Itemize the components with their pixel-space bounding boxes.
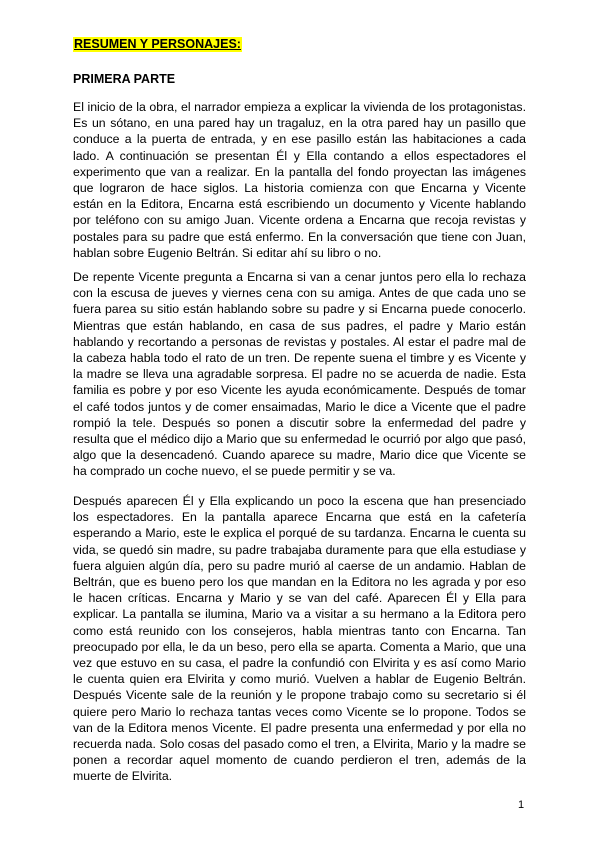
section-heading: PRIMERA PARTE [73,72,176,86]
document-title: RESUMEN Y PERSONAJES: [74,37,241,51]
page-number: 1 [518,799,525,811]
paragraph-1: El inicio de la obra, el narrador empieza a explicar la vivienda de los protagonistas. Es un sótano, en una pared hay un tragaluz, en la otra pared hay un pasillo que conduce a la puerta de entrada, y en ese pasillo están las habitaciones a cada lado. A continuación se presentan Él y Ella contando a ellos espectadores el experimento que van a realizar. En la pantalla del fondo proyectan las imágenes que lograron de hace siglos. La historia comienza con que Encarna y Vicente están en la Editora, Encarna está escribiendo un documento y Vicente hablando por teléfono con su amigo Juan. Vicente ordena a Encarna que recoja revistas y postales para su padre que está enfermo. En la conversación que tiene con Juan, hablan sobre Eugenio Beltrán. Si editar ahí su libro o no. [73,100,526,260]
paragraph-3: Después aparecen Él y Ella explicando un poco la escena que han presenciado los espectadores. En la pantalla aparece Encarna que está en la cafetería esperando a Mario, este le explica el porqué de su tardanza. Encarna le cuenta su vida, se quedó sin madre, su padre trabajaba duramente para que ella estudiase y fuera alguien algún día, pero su padre murió al caerse de un andamio. Hablan de Beltrán, que es bueno pero los que mandan en la Editora no les agrada y por eso le hacen críticas. Encarna y Mario y se van del café. Aparecen Él y Ella para explicar. La pantalla se ilumina, Mario va a visitar a su hermano a la Editora pero como está reunido con los consejeros, habla mientras tanto con Encarna. Tan preocupado por ella, le da un beso, pero ella se aparta. Comenta a Mario, que una vez que estuvo en su casa, el padre la confundió con Elvirita y es así como Mario le cuenta quien era Elvirita y como murió. Vuelven a hablar de Eugenio Beltrán. Después Vicente sale de la reunión y le propone trabajo como su secretario si él quiere pero Mario lo rechaza tantas veces como Vicente se lo propone. Todos se van de la Editora menos Vicente. El padre presenta una enfermedad y por ella no recuerda nada. Solo cosas del pasado como el tren, a Elvirita, Mario y la madre se ponen a recordar aquel momento de cuando perdieron el tren, además de la muerte de Elvirita. [73,494,526,784]
paragraph-2: De repente Vicente pregunta a Encarna si van a cenar juntos pero ella lo rechaza con la escusa de jueves y viernes cena con su amiga. Antes de que cada uno se fuera parea su sitio están hablando sobre su padre y si Encarna puede conocerlo. Mientras que están hablando, en casa de sus padres, el padre y Mario están hablando y recortando a personas de revistas y postales. Al estar el padre mal de la cabeza habla todo el rato de un tren. De repente suena el timbre y es Vicente y la madre se lleva una agradable sorpresa. El padre no se acuerda de nadie. Esta familia es pobre y por eso Vicente les ayuda económicamente. Después de tomar el café todos juntos y de comer ensaimadas, Mario le dice a Vicente que el padre rompió la tele. Después so ponen a discutir sobre la enfermedad del padre y resulta que el médico dijo a Mario que su enfermedad le ocurrió por algo que pasó, algo que la desencadenó. Cuando aparece su madre, Mario dice que Vicente se ha comprado un coche nuevo, el se puede permitir y se va. [73,270,526,479]
